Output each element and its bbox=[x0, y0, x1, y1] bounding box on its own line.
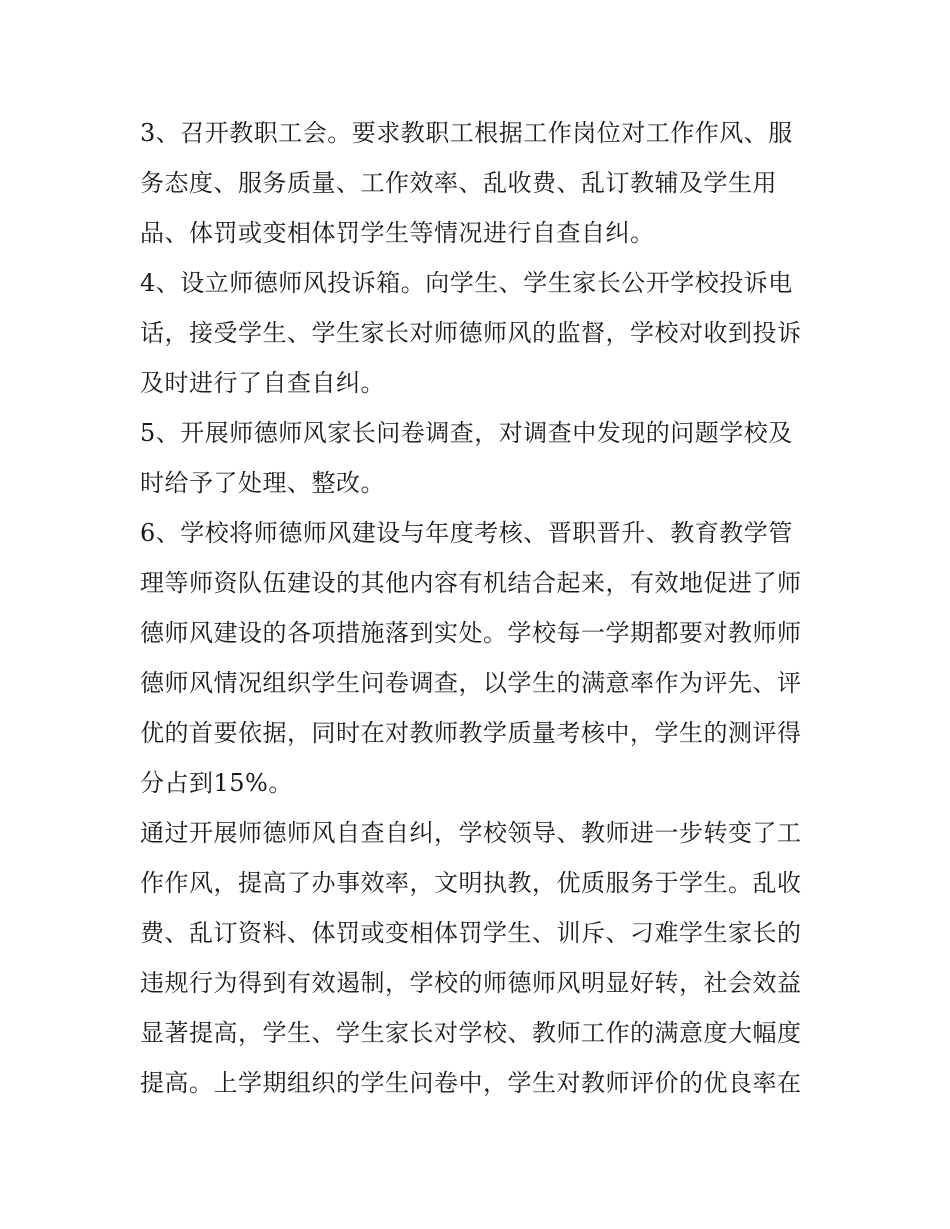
text-line: 费、乱订资料、体罚或变相体罚学生、训斥、刁难学生家长的 bbox=[140, 919, 802, 947]
text-line: 优的首要依据，同时在对教师教学质量考核中，学生的测评得 bbox=[140, 719, 802, 747]
text-line: 品、体罚或变相体罚学生等情况进行自查自纠。 bbox=[140, 219, 655, 247]
text-line: 分占到15%。 bbox=[140, 769, 293, 797]
text-line: 务态度、服务质量、工作效率、乱收费、乱订教辅及学生用 bbox=[140, 169, 777, 197]
text-line: 德师风建设的各项措施落到实处。学校每一学期都要对教师师 bbox=[140, 619, 802, 647]
text-line: 提高。上学期组织的学生问卷中，学生对教师评价的优良率在 bbox=[140, 1069, 802, 1097]
document-body bbox=[140, 108, 812, 1108]
text-line: 4、设立师德师风投诉箱。向学生、学生家长公开学校投诉电 bbox=[140, 269, 793, 297]
text-line: 5、开展师德师风家长问卷调查，对调查中发现的问题学校及 bbox=[140, 419, 793, 447]
text-line: 通过开展师德师风自查自纠，学校领导、教师进一步转变了工 bbox=[140, 819, 802, 847]
text-line: 及时进行了自查自纠。 bbox=[140, 369, 385, 397]
text-line: 3、召开教职工会。要求教职工根据工作岗位对工作作风、服 bbox=[140, 119, 793, 147]
text-line: 违规行为得到有效遏制，学校的师德师风明显好转，社会效益 bbox=[140, 969, 802, 997]
text-line: 话，接受学生、学生家长对师德师风的监督，学校对收到投诉 bbox=[140, 319, 802, 347]
text-line: 德师风情况组织学生问卷调查，以学生的满意率作为评先、评 bbox=[140, 669, 802, 697]
text-line: 显著提高，学生、学生家长对学校、教师工作的满意度大幅度 bbox=[140, 1019, 802, 1047]
text-line: 6、学校将师德师风建设与年度考核、晋职晋升、教育教学管 bbox=[140, 519, 793, 547]
text-line: 作作风，提高了办事效率，文明执教，优质服务于学生。乱收 bbox=[140, 869, 802, 897]
text-line: 时给予了处理、整改。 bbox=[140, 469, 385, 497]
text-line: 理等师资队伍建设的其他内容有机结合起来，有效地促进了师 bbox=[140, 569, 802, 597]
